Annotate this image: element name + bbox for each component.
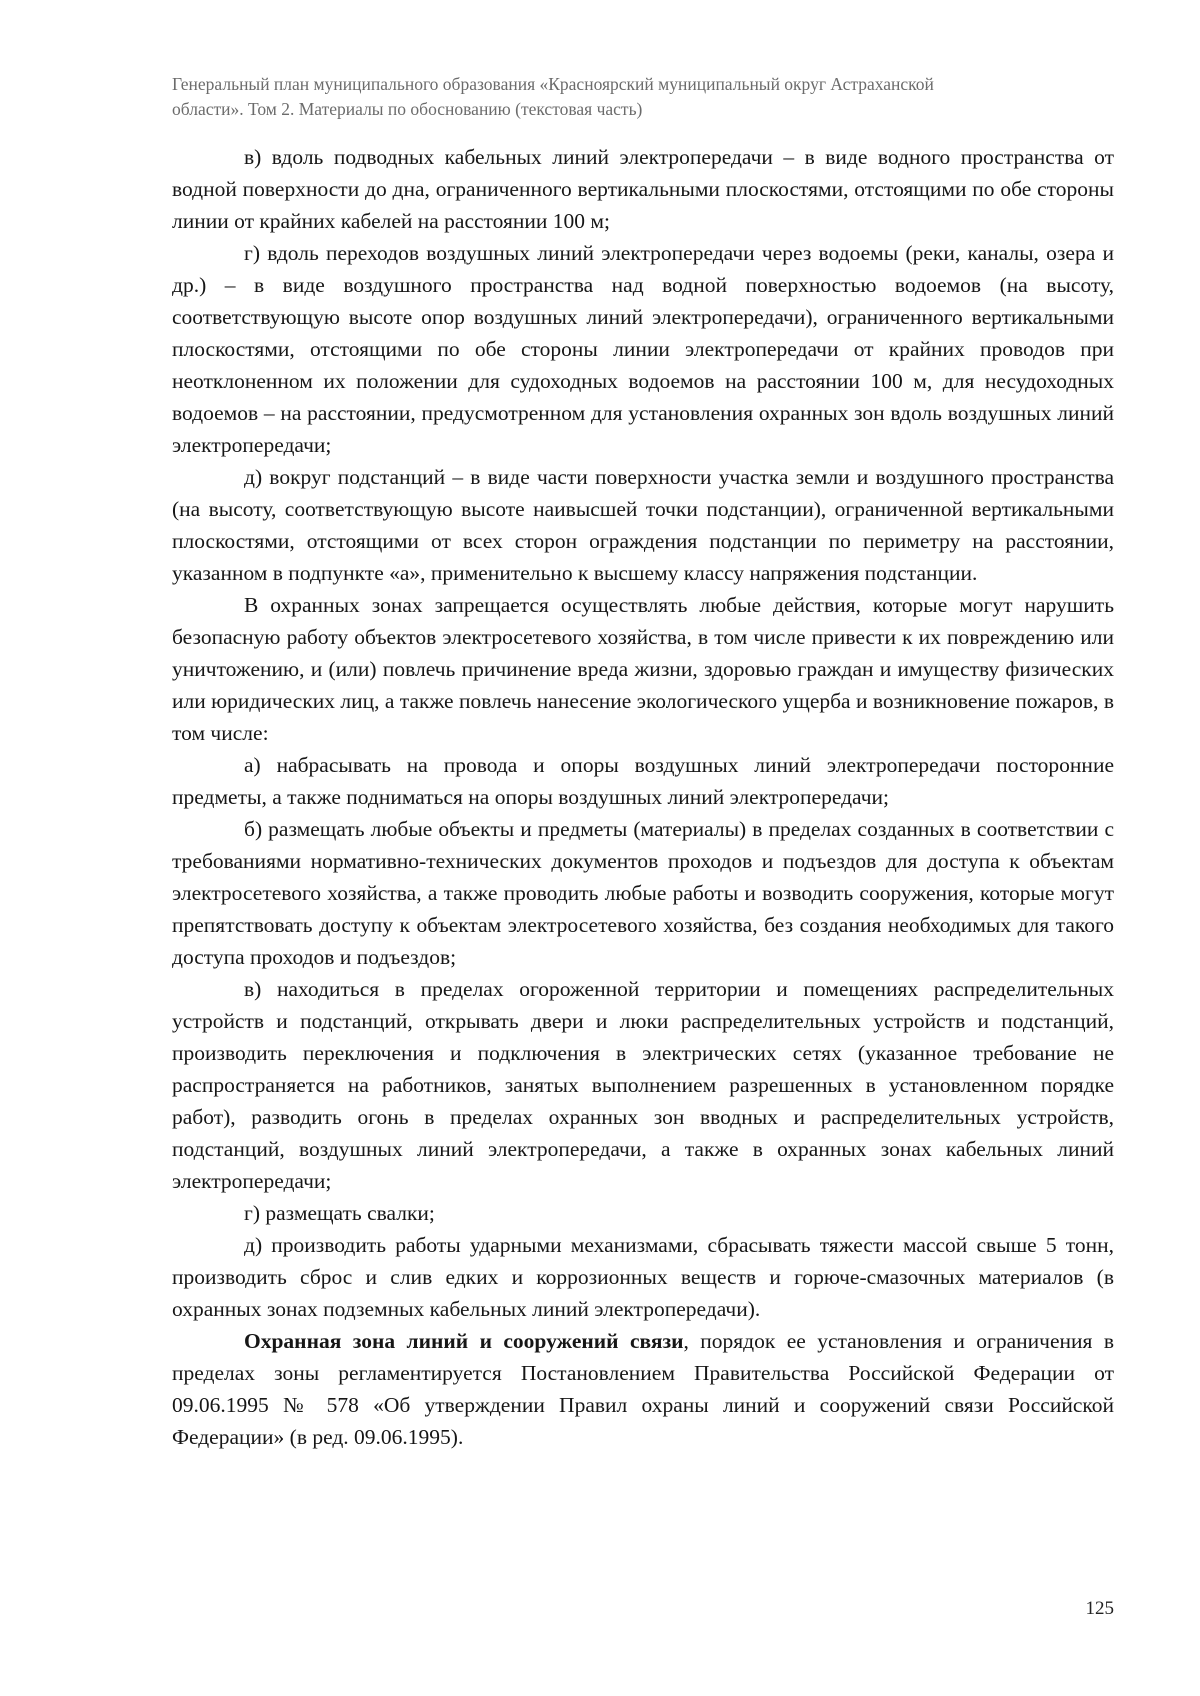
communication-zone-term: Охранная зона линий и сооружений связи (244, 1329, 684, 1353)
page-header (172, 72, 1114, 122)
paragraph-prohibition-v: в) находиться в пределах огороженной территории и помещениях распределительных устройств и подстанций, открывать двери и люки распределительных устройств и подстанций, производить переключения и подключения в электрических сетях (указанное требование не распространяется на работников, занятых выполнением разрешенных в установленном порядке работ), разводить огонь в пределах охранных зон вводных и распределительных устройств, подстанций, воздушных линий электропередачи, а также в охранных зонах кабельных линий электропередачи; (172, 977, 1114, 1193)
header-line-1: Генеральный план муниципального образования «Красноярский муниципальный округ Астраханской (172, 74, 934, 94)
paragraph-prohibition-b: б) размещать любые объекты и предметы (материалы) в пределах созданных в соответствии с требованиями нормативно-технических документов проходов и подъездов для доступа к объектам электросетевого хозяйства, а также проводить любые работы и возводить сооружения, которые могут препятствовать доступу к объектам электросетевого хозяйства, без создания необходимых для такого доступа проходов и подъездов; (172, 817, 1114, 969)
document-body (172, 141, 1114, 1453)
page-number: 125 (1085, 1598, 1114, 1619)
communication-zone-text: , порядок ее установления и ограничения в пределах зоны регламентируется Постановлением Правительства Российской Федерации от 09.06.1995 № 578 «Об утверждении Правил охраны линий и сооружений связи Российской Федерации» (в ред. 09.06.1995). (172, 1329, 1114, 1449)
header-line-2: области». Том 2. Материалы по обоснованию (текстовая часть) (172, 99, 643, 119)
paragraph-prohibition-a: а) набрасывать на провода и опоры воздушных линий электропередачи посторонние предметы, а также подниматься на опоры воздушных линий электропередачи; (172, 753, 1114, 809)
paragraph-prohibition-d: д) производить работы ударными механизмами, сбрасывать тяжести массой свыше 5 тонн, производить сброс и слив едких и коррозионных веществ и горюче-смазочных материалов (в охранных зонах подземных кабельных линий электропередачи). (172, 1233, 1114, 1321)
paragraph-prohibitions-intro: В охранных зонах запрещается осуществлять любые действия, которые могут нарушить безопасную работу объектов электросетевого хозяйства, в том числе привести к их повреждению или уничтожению, и (или) повлечь причинение вреда жизни, здоровью граждан и имуществу физических или юридических лиц, а также повлечь нанесение экологического ущерба и возникновение пожаров, в том числе: (172, 593, 1114, 745)
paragraph-subpoint-d-substations: д) вокруг подстанций – в виде части поверхности участка земли и воздушного пространства (на высоту, соответствующую высоте наивысшей точки подстанции), ограниченной вертикальными плоскостями, отстоящими от всех сторон ограждения подстанции по периметру на расстоянии, указанном в подпункте «а», применительно к высшему классу напряжения подстанции. (172, 465, 1114, 585)
paragraph-subpoint-v-underwater-cables: в) вдоль подводных кабельных линий электропередачи – в виде водного пространства от водной поверхности до дна, ограниченного вертикальными плоскостями, отстоящими по обе стороны линии от крайних кабелей на расстоянии 100 м; (172, 145, 1114, 233)
paragraph-prohibition-g: г) размещать свалки; (244, 1201, 435, 1225)
paragraph-subpoint-g-water-crossings: г) вдоль переходов воздушных линий электропередачи через водоемы (реки, каналы, озера и др.) – в виде воздушного пространства над водной поверхностью водоемов (на высоту, соответствующую высоте опор воздушных линий электропередачи), ограниченного вертикальными плоскостями, отстоящими по обе стороны линии электропередачи от крайних проводов при неотклоненном их положении для судоходных водоемов на расстоянии 100 м, для несудоходных водоемов – на расстоянии, предусмотренном для установления охранных зон вдоль воздушных линий электропередачи; (172, 241, 1114, 457)
paragraph-communication-lines-zone (172, 1325, 1114, 1453)
